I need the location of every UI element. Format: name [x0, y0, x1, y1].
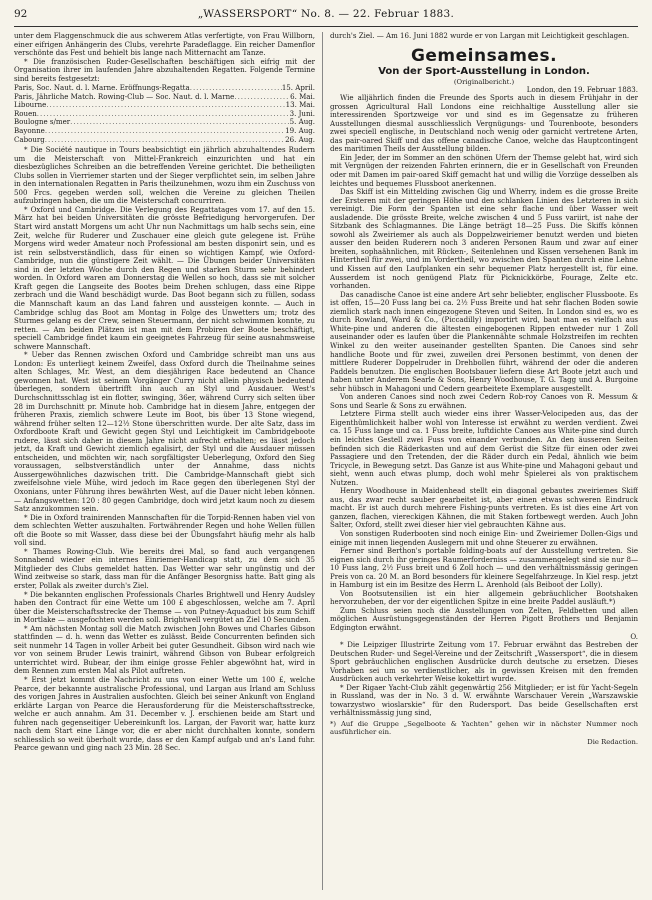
column-divider: [322, 32, 323, 890]
author-signature: O.: [630, 631, 638, 641]
article-paragraph: * Die französischen Ruder-Gesellschaften beschäftigen sich eifrig mit der Organisation ihrer im laufenden Jahre abzuhaltenden Regatten. Folgende Termine sind bereits festgesetzt:: [14, 56, 315, 83]
regatta-place: Libourne: [14, 100, 47, 110]
regatta-date: 3. Juni.: [289, 108, 315, 118]
right-column: [330, 32, 638, 890]
article-paragraph: * Die Société nautique in Tours beabsichtigt ein jährlich abzuhaltendes Rudern um die Meisterschaft von Mittel-Frankreich einzurichten und hat ein diesbezügliches Schreiben an die betreffenden Vereine gerichtet. Die betheiligten Clubs sollen in Vierriemer starten und der Sieger verpflichtet sein, im selben Jahre in den internationalen Regatten in Paris theilzunehmen, wozu ihm ein Zuschuss von 500 Frcs. gegeben werden soll, welchen die Vereine zu gleichen Theilen aufzubringen haben, die um die Meisterschaft concurriren.: [14, 145, 315, 206]
article-paragraph: unter dem Flaggenschmuck die aus schwerem Atlas verfertigte, von Frau Willborn, einer eifrigen Anhängerin des Clubs, verehrte Paradeflagge. Ein reicher Damenflor verschönte das Fest und behielt bis lange nach Mitternacht am Tanze.: [14, 32, 315, 58]
editorial-signature: Die Redaction.: [587, 738, 638, 747]
regatta-schedule: [14, 84, 315, 144]
article-paragraph: durch's Ziel. — Am 16. Juni 1882 wurde er von Largan mit Leichtigkeit geschlagen.: [330, 32, 630, 40]
regatta-date: 19. Aug.: [285, 126, 315, 136]
regatta-place: Cabourg: [14, 134, 45, 144]
article-paragraph: * Ueber das Rennen zwischen Oxford und Cambridge schreibt man uns aus London: Es unterliegt keinem Zweifel, dass Oxford durch die Theilnahme seines alten Schlages, Mr. West, an dem diesjährigen Race bedeutend an Chance gewonnen hat. West ist seinem Vorgänger Curry nicht allein physisch bedeutend überlegen, sondern übertrifft ihn auch an Styl und Ausdauer. West's Durchschnittsschlag ist ein flotter, swinging, 36er, während Curry sich selten über 28 im Durchschnitt pr. Minute hob. Cambridge hat in diesem Jahre, entgegen der früheren Praxis, ziemlich schwere Leute im Boot, bis über 13 Stone wiegend, während früher selten 12—12½ Stone überschritten wurde. Der alte Satz, dass im Oxfordboote Kraft und Gewicht gegen Styl und Leichtigkeit im Cambridgeboote rudere, lässt sich daher in diesem Jahre nicht aufrecht erhalten; es lässt jedoch jetzt, da Kraft und Gewicht ziemlich egalisirt, der Styl und die Ausdauer müssen entscheiden, und möchten wir, nach sorgfältigster Ueberlegung, Oxford den Sieg voraussagen, selbstverständlich unter der Annahme, dass nichts Aussergewöhnliches dazwischen tritt. Die Cambridge-Mannschaft giebt sich zweifelsohne viele Mühe, wird jedoch im Race gegen den überlegenen Styl der Oxonians, unter Führung ihres bewährten West, auf die Dauer nicht leben können. — Anfangswetten: 120 : 80 gegen Cambridge, doch wird jetzt kaum noch zu diesem Satz anzukommen sein.: [14, 350, 315, 514]
regatta-row: [14, 127, 315, 136]
article-paragraph: Das canadische Canoe ist eine andere Art sehr beliebter, englischer Flussboote. Es ist offen, 15—20 Fuss lang bei ca. 2½ Fuss Breite und hat sehr flachen Boden sowie ziemlich stark nach innen eingezogene Steven und Seiten. In London sind es, wo es durch Rowland, Ward & Co., (Piccadilly) importirt wird, baut man es vielfach aus White-pine und anderen die ältesten eingebogenen Rippen entweder nur 1 Zoll auseinander oder es laufen über die Plankennähte schmale Holzstreifen im rechten Winkel zu den weiter auseinander gestellten Spanten. Die Canoes sind sehr handliche Boote und für zwei, zuweilen drei Personen bestimmt, von denen der mittlere Ruderer Doppelruder in Drehbollen führt, während der oder die anderen Paddels benutzen. Die englischen Bootsbauer liefern diese Art Boote jetzt auch und haben unter Anderem Searle & Sons, Henry Woodhouse, T. G. Tagg und A. Burgoine sehr hübsch in Mahagoni und Cedern gearbeitete Exemplare ausgestellt.: [330, 289, 638, 393]
article-paragraph: * Die in Oxford trainirenden Mannschaften für die Torpid-Rennen haben viel von dem schlechten Wetter auszuhalten. Fortwährender Regen und hohe Wellen füllen oft die Boote so mit Wasser, dass diese bei der Übungsfahrt häufig mehr als halb voll sind.: [14, 512, 315, 548]
regatta-date: 13. Mai.: [285, 100, 315, 110]
regatta-place: Rouen: [14, 108, 37, 118]
article-paragraph: Von Bootsutensilien ist ein hier allgemein gebräuchlicher Bootshaken hervorzuheben, der vor der eigentlichen Spitze in eine breite Paddel ausläuft.*): [330, 588, 638, 607]
page-number: 92: [14, 8, 28, 20]
regatta-place: Paris, Soc. Naut. d. l. Marne. Eröffnungs-Regatta: [14, 83, 190, 93]
dateline: London, den 19. Februar 1883.: [526, 84, 638, 94]
regatta-row: [14, 101, 315, 110]
regatta-date: 6. Mai.: [290, 91, 315, 101]
article-paragraph: Henry Woodhouse in Maidenhead stellt ein diagonal gebautes zweiriemes Skiff aus, das zwar recht sauber gearbeitet ist, aber einen etwas schweren Eindruck macht. Er ist auch durch mehrere Fishing-punts vertreten. Es ist dies eine Art von ganzen, flachen, viereckigen Kähnen, die mit Staken fortbewegt werden. Auch John Salter, Oxford, stellt zwei dieser hier viel gebrauchten Kähne aus.: [330, 486, 638, 530]
article-paragraph: Das Skiff ist ein Mittelding zwischen Gig und Wherry, indem es die grosse Breite der Ersteren mit der geringen Höhe und den schlanken Linien des Letzteren in sich vereinigt. Die Form der Spanten ist eine sehr flache und über Wasser weit ausladende. Die grösste Breite, welche zwischen 4 und 5 Fuss variirt, ist nahe der Sitzbank des Schlagmannes. Die Länge beträgt 18—25 Fuss. Die Skiffs können sowohl als Zweiriemer als auch als Doppelzweiriemer benutzt werden und bieten ausser den beiden Ruderern noch 3 anderen Personen Raum und zwar auf einer breiten, sophaähnlichen, mit Rücken-, Seitenlehnen und Kissen versehenen Bank im Hintertheil für zwei, und im Vordertheil, wo zwischen den Spanten durch eine Lehne und Kissen auf den Laufplanken ein sehr bequemer Platz hergestellt ist, für eine. Ausserdem ist noch genügend Platz für Picknickkörbe, Fourage, Zelte etc. vorhanden.: [330, 187, 638, 291]
article-paragraph: Letztere Firma stellt auch wieder eins ihrer Wasser-Velocipeden aus, das der Eigenthümlichkeit halber wohl von Interesse ist erwähnt zu werden verdient. Zwei ca. 15 Fuss lange und ca. 1 Fuss breite, luftdichte Canoes aus White-pine sind durch ein leichtes Gestell zwei Fuss von einander verbunden. An den äusseren Seiten befinden sich die Räderkasten und auf dem Gerüst die Sitze für einen oder zwei Passagiere und den Tretenden, der die Räder durch ein Pedal, ähnlich wie beim Tricycle, in Bewegung setzt. Das Ganze ist aus White-pine und Mahagoni gebaut und sieht, wenn auch etwas plump, doch wohl mehr Spielerei als von praktischem Nutzen.: [330, 409, 638, 487]
article-paragraph: Ein Jeder, der im Sommer an den schönen Ufern der Themse gelebt hat, wird sich mit Vergnügen der reizenden Fahrten erinnern, die er in Gesellschaft von Freunden oder mit Damen im pair-oared Skiff gemacht hat und willig die Vorzüge desselben als leichtes und bequemes Flussboot anerkennen.: [330, 152, 638, 188]
article-paragraph: Von sonstigen Ruderbooten sind noch einige Ein- und Zweiriemer Dollen-Gigs und einige mit innen liegenden Auslegern mit und ohne Steuerer zu erwähnen.: [330, 528, 638, 547]
article-paragraph: * Am nächsten Montag soll die Match zwischen John Bowes und Charles Gibson stattfinden — d. h. wenn das Wetter es zulässt. Beide Concurrenten befinden sich seit nunmehr 14 Tagen in voller Arbeit bei guter Gesundheit. Gibson wird nach wie vor von seinem Bruder Lewis trainirt, während Gibson von Bubear erfolgreich unterrichtet wird. Bubear, der ihm einige grosse Fehler abgewöhnt hat, wird in dem Rennen zum ersten Mal als Pilot auftreten.: [14, 623, 315, 676]
article-paragraph: * Der Rigaer Yacht-Club zählt gegenwärtig 256 Mitglieder; er ist für Yacht-Segeln in Russland, was der in No. 3 d. W. erwähnte Warschauer Verein „Warszawskie towarzystwo wioslarskie“ für den Rudersport. Das beide Gesellschaften erst verhältnissmässig jung sind,: [330, 682, 638, 718]
regatta-row: [14, 118, 315, 127]
article-paragraph: Ferner sind Berthon's portable folding-boats auf der Ausstellung vertreten. Sie eignen sich durch ihr geringes Raumerforderniss — zusammengelegt sind sie nur 8—10 Fuss lang, 2½ Fuss breit und 6 Zoll hoch — und den verhältnissmässig geringen Preis von ca. 20 M. an Bord besonders für kleinere Segelfahrzeuge. In Kiel resp. jetzt in Hamburg ist ein im Besitze des Herrn L. Arenhold (als Beiboot der Lolly).: [330, 546, 638, 590]
regatta-date: 5. Aug.: [289, 117, 315, 127]
header-rule: [14, 26, 638, 27]
page-header: [14, 8, 638, 24]
regatta-place: Boulogne s/mer: [14, 117, 71, 127]
footnote: *) Auf die Gruppe „Segelboote & Yachten“ gehen wir in nächster Nummer noch ausführlicher ein.: [330, 720, 638, 737]
article-title: Von der Sport-Ausstellung in London.: [378, 65, 590, 77]
section-heading: Gemeinsames.: [410, 45, 558, 66]
article-note: (Originalbericht.): [453, 77, 515, 86]
article-paragraph: * Die Leipziger Illustrirte Zeitung vom 17. Februar erwähnt das Bestreben der Deutschen Ruder- und Segel-Vereine und der Zeitschrift „Wassersport“, die in diesem Sport gebräuchlichen englischen Ausdrücke durch deutsche zu ersetzen. Dieses Vorhaben sei um so verdienstlicher, als in gewissen Kreisen mit den fremden Ausdrücken auch verkehrter Weise kokettirt wurde.: [330, 640, 638, 684]
article-paragraph: * Erst jetzt kommt die Nachricht zu uns von einer Wette um 100 £, welche Pearce, der bekannte australische Professional, und Largan aus Irland am Schluss des vorigen Jahres in Australien ausfochten. Gleich bei seiner Ankunft von England erklärte Largan von Pearce die Herausforderung für die Meisterschaftsstrecke, welche er auch annahm. Am 31. December v. J. erschienen beide am Start und fuhren nach gegenseitiger Uebereinkunft los. Largan, der Favorit war, hatte kurz nach dem Start eine Länge vor, die er aber nicht durchhalten konnte, sondern schliesslich so weit überholt wurde, dass er den Kampf aufgab und an's Land fuhr. Pearce gewann und ging nach 23 Min. 28 Sec.: [14, 675, 315, 753]
regatta-place: Bayonne: [14, 126, 45, 136]
regatta-row: [14, 93, 315, 102]
regatta-row: [14, 136, 315, 145]
article-paragraph: * Die bekannten englischen Professionals Charles Brightwell und Henry Audsley haben den Contract für eine Wette um 100 £ abgeschlossen, welche am 7. April über die Meisterschaftsstrecke der Themse — von Putney-Aquaduct bis zum Schiff in Mortlake — ausgefochten werden soll. Brightwell vergütet an Ziel 10 Secunden.: [14, 589, 315, 625]
left-column: [14, 32, 315, 890]
article-paragraph: * Oxford und Cambridge. Die Verlegung des Regattatages vom 17. auf den 15. März hat bei beiden Universitäten die grösste Befriedigung hervorgerufen. Der Start wird anstatt Morgens um acht Uhr nun Nachmittags um halb sechs sein, eine Zeit, welche für Ruderer und Zuschauer eine gleich gute gelegene ist. Frühe Morgens wird weder Amateur noch Professional am besten disponirt sein, und es ist rein selbstverständlich, dass für einen so wichtigen Kampf, wie Oxford-Cambridge, nun die günstigere Zeit wählt. — Die Übungen beider Universitäten sind in der letzten Woche durch den Regen und starken Sturm sehr behindert worden. In Oxford waren am Donnerstag die Wellen so hoch, dass sie mit solcher Kraft gegen die Langseite des Bootes beim Drehen schlugen, dass eine Rippe zerbrach und die Wand beschädigt wurde. Das Boot begann sich zu füllen, sodass die Mannschaft kaum an das Land fahren und aussteigen konnte. — Auch in Cambridge schlug das Boot am Montag in Folge des Unwetters um; trotz des Sturmes gelang es der Crew, seinen Steuermann, der nicht schwimmen konnte, zu retten. — Am beiden Plätzen ist man mit dem Probiren der Boote beschäftigt, speciell Cambridge findet kaum ein geeignetes Fahrzeug für seine ausnahmsweise schwere Mannschaft.: [14, 204, 315, 351]
article-paragraph: Von anderen Canoes sind noch zwei Cedern Rob-roy Canoes von R. Messum & Sons und Searle & Sons zu erwähnen.: [330, 392, 638, 410]
regatta-place: Paris, Jährliche Match. Rowing-Club — Soc. Naut. d. l. Marne: [14, 91, 235, 101]
article-paragraph: * Thames Rowing-Club. Wie bereits drei Mal, so fand auch vergangenen Sonnabend wieder ein internes Einriemer-Handicap statt, zu dem sich 35 Mitglieder des Clubs gemeldet hatten. Das Wetter war sehr ungünstig und der Wind zeitweise so stark, dass man für die Anfänger Besorgniss hatte. Batt ging als erster, Pollak als zweiter durch's Ziel.: [14, 546, 315, 590]
article-paragraph: Zum Schluss seien noch die Ausstellungen von Zelten, Feldbetten und allen möglichen Ausrüstungsgegenständen der Herren Pigott Brothers und Benjamin Edgington erwähnt.: [330, 605, 638, 632]
masthead-title: „WASSERSPORT“ No. 8. — 22. Februar 1883.: [197, 8, 455, 20]
regatta-date: 26. Aug.: [285, 134, 315, 144]
regatta-date: 15. April.: [281, 83, 315, 93]
article-paragraph: Wie alljährlich finden die Freunde des Sports auch in diesem Frühjahr in der grossen Agricultural Hall Londons eine reichhaltige Ausstellung aller sie interessirenden Sportzweige vor und sind es im Gegensatze zu früheren Ausstellungen diesmal ausschliesslich Vergnügungs- und Tourenboote, besonders zwei speciell englische, in Deutschland noch wenig oder garnicht vertretene Arten, das pair-oared Skiff und das offene canadische Canoe, welche das Hauptcontingent des maritimen Theils der Ausstellung bilden.: [330, 93, 638, 154]
